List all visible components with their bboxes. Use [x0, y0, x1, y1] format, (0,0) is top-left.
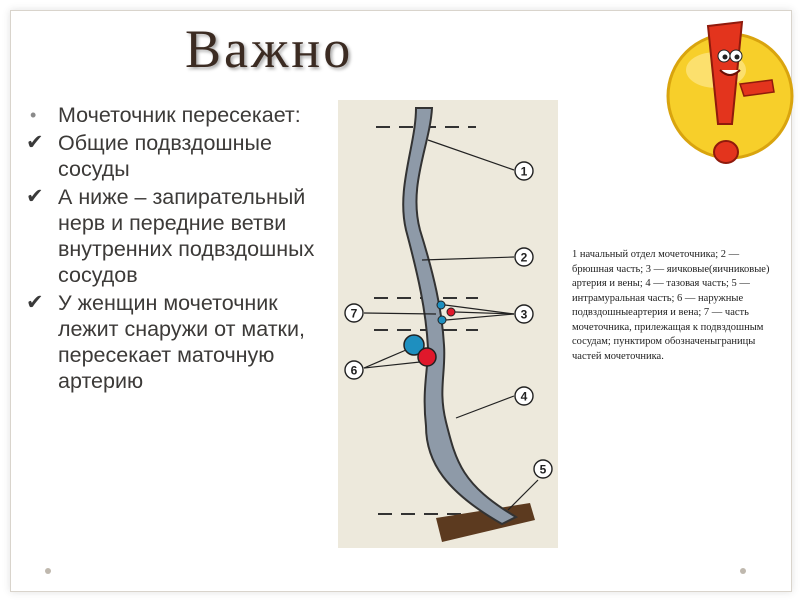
- corner-dot-bottom-left: [45, 568, 51, 574]
- bullet-item: [22, 184, 342, 288]
- checkmark-icon: ✔: [26, 131, 44, 154]
- bullet-item: [22, 102, 342, 128]
- diagram-label-2: 2: [520, 250, 528, 265]
- diagram-label-3: 3: [520, 307, 528, 322]
- bullet-dot-icon: •: [30, 105, 37, 125]
- bullet-text: У женщин мочеточник лежит снаружи от матки, пересекает маточную артерию: [58, 291, 305, 393]
- bullet-text: Общие подвздошные сосуды: [58, 131, 272, 181]
- ureter-diagram-svg: [338, 100, 558, 548]
- external-iliac-artery: [418, 348, 436, 366]
- testicular-artery: [447, 308, 455, 316]
- checkmark-icon: ✔: [26, 291, 44, 314]
- leader-line: [446, 314, 514, 320]
- bullet-list: [22, 102, 342, 396]
- ureter-diagram: [338, 100, 558, 548]
- diagram-label-4: 4: [520, 389, 528, 404]
- testicular-vein: [438, 316, 446, 324]
- corner-dot-bottom-right: [740, 568, 746, 574]
- bullet-item: [22, 290, 342, 394]
- diagram-label-1: 1: [520, 164, 528, 179]
- diagram-caption: 1 начальный отдел мочеточника; 2 — брюшная часть; 3 — яичковые(яичниковые) артерия и вены; 4 — тазовая часть; 5 — интрамуральная часть; 6 — наружные подвздошныеартерия и вена; 7 — часть мочеточника, прилежащая к подвздошным сосудам; пунктиром обозначеныграницы частей мочеточника.: [572, 249, 770, 362]
- diagram-label-7: 7: [350, 306, 358, 321]
- diagram-label-6: 6: [350, 363, 358, 378]
- bullet-text: Мочеточник пересекает:: [58, 103, 301, 127]
- ureter-shape: [403, 108, 516, 524]
- leader-line: [456, 396, 514, 418]
- leader-line: [428, 140, 514, 170]
- testicular-vein: [437, 301, 445, 309]
- bullet-text: А ниже – запирательный нерв и передние ветви внутренних подвздошных сосудов: [58, 185, 315, 287]
- leader-line: [422, 257, 514, 260]
- diagram-label-5: 5: [539, 462, 547, 477]
- bullet-item: [22, 130, 342, 182]
- slide-title: Важно: [185, 19, 354, 79]
- exclamation-mascot-icon: [656, 6, 796, 178]
- checkmark-icon: ✔: [26, 185, 44, 208]
